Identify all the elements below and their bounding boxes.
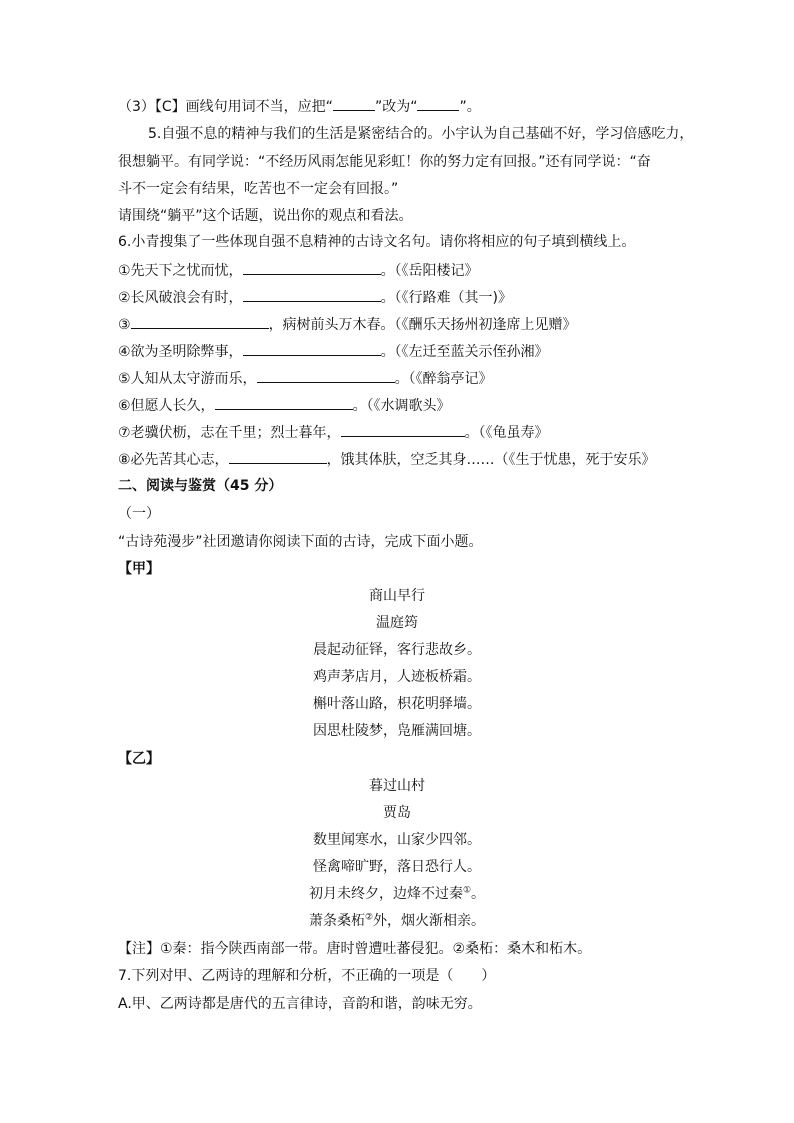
answer-blank[interactable] (417, 97, 459, 111)
poem-a-title: 商山早行 (369, 588, 425, 604)
q6-item-5 (0, 369, 794, 388)
q6-item-source: 。（《龟虽寿》 (464, 425, 549, 441)
poem-b-line-3-text: 初月未终夕，边烽不过秦 (308, 886, 463, 902)
section-2-heading: 二、阅读与鉴赏（45 分） (118, 478, 283, 494)
poem-b-line-3-end: 。 (471, 886, 486, 902)
question-7-stem: 7.下列对甲、乙两诗的理解和分析，不正确的一项是（ ） (118, 968, 496, 984)
poem-b-line-3 (0, 885, 794, 903)
poem-b-line-1: 数里闻寒水，山家少四邻。 (313, 832, 481, 848)
q6-item-text: ⑦老骥伏枥，志在千里；烈士暮年， (118, 425, 341, 441)
q4-3-prefix: （3）【C】画线句用词不当，应把“ (118, 99, 333, 115)
answer-blank[interactable] (215, 396, 353, 410)
poem-a-line-4: 因思杜陵梦，凫雁满回塘。 (313, 723, 481, 739)
q6-item-text: ②长风破浪会有时， (118, 290, 243, 306)
q6-item-text: ①先天下之忧而忧， (118, 263, 243, 279)
q6-item-source: 。（《左迁至蓝关示侄孙湘》 (380, 344, 549, 360)
answer-blank[interactable] (131, 315, 269, 329)
question-5-prompt: 请围绕“躺平”这个话题，说出你的观点和看法。 (118, 208, 413, 224)
question-5-line-3: 斗不一定会有结果，吃苦也不一定会有回报。” (118, 181, 399, 197)
q6-item-text: ⑤人知从太守游而乐， (118, 371, 257, 387)
poem-a-line-1: 晨起动征铎，客行悲故乡。 (313, 642, 481, 658)
q4-3-suffix: ”。 (459, 99, 481, 115)
q6-item-source: 。（《醉翁亭记》 (394, 371, 493, 387)
question-5-line-2: 很想躺平。有同学说：“不经历风雨怎能见彩虹！你的努力定有回报。”还有同学说：“奋 (118, 154, 651, 170)
q4-3-mid: ”改为“ (374, 99, 418, 115)
answer-blank[interactable] (341, 423, 465, 437)
q6-item-6 (0, 396, 794, 415)
poem-b-line-4 (0, 912, 794, 930)
poem-a-line-3: 槲叶落山路，枳花明驿墙。 (313, 696, 481, 712)
q6-item-source: 。（《行路难（其一)》 (380, 290, 513, 306)
q6-item-text: ③ (118, 317, 131, 333)
subsection-1-heading: （一） (118, 506, 160, 522)
answer-blank[interactable] (229, 450, 327, 464)
q6-item-text: ⑥但愿人长久， (118, 398, 215, 414)
q6-item-source: ，饿其体肤，空乏其身……（《生于忧患，死于安乐》 (326, 452, 656, 468)
q6-item-7 (0, 423, 794, 442)
q6-item-source: 。（《水调歌头》 (352, 398, 451, 414)
question-6-intro: 6.小青搜集了一些体现自强不息精神的古诗文名句。请你将相应的句子填到横线上。 (118, 234, 636, 250)
answer-blank[interactable] (333, 97, 375, 111)
poem-b-line-4-b: 外，烟火渐相亲。 (373, 913, 486, 929)
reading-intro: “古诗苑漫步”社团邀请你阅读下面的古诗，完成下面小题。 (118, 534, 483, 550)
poem-b-line-2: 怪禽啼旷野，落日恐行人。 (313, 859, 481, 875)
question-5-line-1: 5.自强不息的精神与我们的生活是紧密结合的。小宇认为自己基础不好，学习倍感吃力， (148, 126, 694, 142)
q6-item-source: ，病树前头万木春。（《酬乐天扬州初逢席上见赠》 (268, 317, 577, 333)
q6-item-1 (0, 261, 794, 280)
poem-a-label: 【甲】 (118, 561, 160, 577)
q6-item-8 (0, 450, 794, 469)
poem-b-author: 贾岛 (383, 805, 411, 821)
q6-item-source: 。（《岳阳楼记》 (380, 263, 479, 279)
poem-a-line-2: 鸡声茅店月，人迹板桥霜。 (313, 669, 481, 685)
footnote: 【注】①秦：指今陕西南部一带。唐时曾遭吐蕃侵犯。②桑柘：桑木和柘木。 (118, 941, 592, 957)
q6-item-3 (0, 315, 794, 334)
footnote-marker: ② (364, 912, 374, 923)
question-7-option-a: A.甲、乙两诗都是唐代的五言律诗，音韵和谐，韵味无穷。 (118, 996, 482, 1012)
q6-item-text: ④欲为圣明除弊事， (118, 344, 243, 360)
poem-b-title: 暮过山村 (369, 778, 425, 794)
poem-a-author: 温庭筠 (376, 615, 418, 631)
question-4-3 (0, 97, 794, 116)
answer-blank[interactable] (257, 369, 395, 383)
q6-item-2 (0, 288, 794, 307)
poem-b-label: 【乙】 (118, 751, 160, 767)
answer-blank[interactable] (243, 261, 381, 275)
answer-blank[interactable] (243, 342, 381, 356)
q6-item-text: ⑧必先苦其心志， (118, 452, 229, 468)
footnote-marker: ① (462, 885, 472, 896)
poem-b-line-4-a: 萧条桑柘 (308, 913, 365, 929)
q6-item-4 (0, 342, 794, 361)
answer-blank[interactable] (243, 288, 381, 302)
